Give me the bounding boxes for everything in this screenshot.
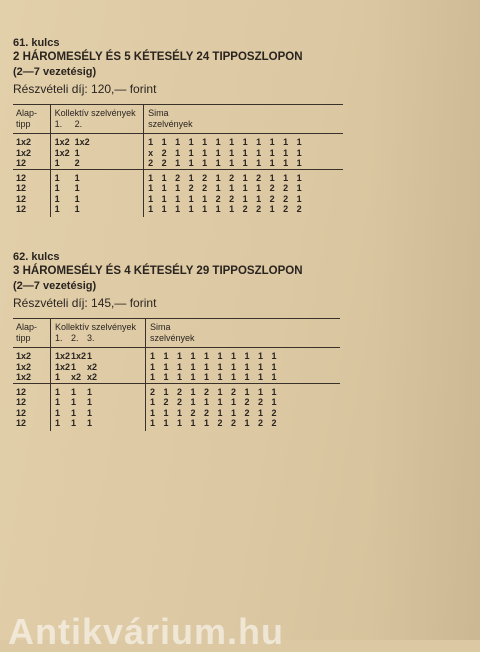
sima-value: 2 [229,172,235,183]
sima-value: 1 [283,147,289,158]
sima-value: 1 [202,137,208,147]
sima-value: 2 [161,158,167,168]
kollektiv-cell [51,372,146,383]
kollektiv-value: 1 [55,418,61,428]
alaptipp-cell: 1x2 [13,148,50,159]
kollektiv-value: 1 [87,397,93,407]
sima-value: 1 [150,407,156,418]
sima-value: 1 [256,183,262,193]
sima-value: 1 [163,372,169,382]
alaptipp-cell: 12 [13,169,50,183]
sima-value: 2 [283,183,289,193]
sima-value: 1 [296,147,302,158]
kollektiv-value: 1 [74,204,80,214]
sima-value: 1 [283,158,289,168]
sima-value: 1 [242,147,248,158]
kollektiv-value: x2 [87,372,98,382]
sima-value: 1 [150,351,156,361]
kollektiv-cell [50,169,144,183]
alaptipp-cell: 1x2 [13,372,51,383]
sima-value: 1 [215,204,221,214]
sima-cell [144,169,343,183]
kollektiv-value: 1x2 [54,137,70,147]
sima-value: 2 [217,418,223,428]
kollektiv-value: 1 [55,386,61,397]
col-header-alaptipp [13,105,50,134]
sima-value: 1 [188,158,194,168]
kollektiv-value: 1 [71,397,77,407]
sima-value: 1 [215,172,221,183]
sima-cell [146,372,341,383]
sima-value: 1 [175,193,181,204]
table-row [13,148,343,159]
kollektiv-cell [51,418,146,431]
sima-value: 1 [258,361,264,372]
kollektiv-value: 1x2 [74,137,90,147]
col-header-kollektiv [50,105,144,134]
sima-value: 1 [296,193,302,204]
sima-value: 1 [190,418,196,428]
sima-value: 1 [190,386,196,397]
tip-table [13,318,340,431]
sima-value: 1 [175,183,181,193]
sima-value: 1 [202,193,208,204]
sima-value: 1 [161,193,167,204]
kollektiv-value: 2 [74,158,80,168]
sima-value: 1 [177,351,183,361]
koll-col-num: 2. [71,332,79,343]
koll-col-num: 3. [87,332,95,343]
sima-value: 2 [161,147,167,158]
kollektiv-value: 1 [74,172,80,183]
sima-value: 2 [229,193,235,204]
kollektiv-value: 1 [87,386,93,397]
kollektiv-value: 1 [54,183,60,193]
sima-value: 1 [231,397,237,407]
kollektiv-value: x2 [71,372,82,382]
sima-value: 1 [215,147,221,158]
sima-value: 1 [269,158,275,168]
sima-value: 1 [177,418,183,428]
koll-col-num: 2. [74,118,83,129]
sima-value: 1 [177,372,183,382]
table-row [13,383,340,397]
sima-value: 2 [283,204,289,214]
sima-value: 1 [163,407,169,418]
section-number: 62. kulcs [13,251,60,263]
sima-value: 1 [296,158,302,168]
kollektiv-value: 1 [74,193,80,204]
sima-value: 1 [150,418,156,428]
participation-fee: Részvételi díj: 120,— forint [13,82,157,96]
header-line: szelvények [150,332,195,343]
table-row [13,362,340,373]
sima-value: 1 [163,386,169,397]
header-line: szelvények [148,118,193,129]
sima-value: 1 [256,137,262,147]
watermark-text: Antikvárium.hu [8,611,285,652]
sima-value: 2 [204,386,210,397]
sima-cell [146,383,341,397]
alaptipp-cell: 1x2 [13,134,50,148]
sima-value: 2 [258,397,264,407]
section-subtitle: (2—7 vezetésig) [13,66,97,78]
sima-value: 1 [190,397,196,407]
sima-value: 1 [161,183,167,193]
koll-col-numbers [55,119,144,130]
koll-col-num: 1. [55,332,63,343]
sima-value: 2 [256,172,262,183]
sima-value: 1 [231,407,237,418]
header-line: Alap- [16,322,38,332]
sima-value: 2 [190,407,196,418]
header-line: Alap- [16,108,38,118]
sima-value: 1 [242,158,248,168]
sima-value: 1 [242,137,248,147]
kollektiv-cell [50,148,144,159]
sima-value: 2 [258,418,264,428]
kollektiv-value: x2 [87,361,98,372]
sima-value: 1 [244,418,250,428]
sima-value: 1 [271,386,277,397]
tip-table [13,104,343,217]
kollektiv-value: 1 [87,407,93,418]
table-row [13,194,343,205]
sima-value: 1 [202,158,208,168]
sima-value: 1 [217,351,223,361]
sima-value: 1 [215,158,221,168]
header-line: Kollektív szelvények [55,322,137,332]
sima-value: 1 [175,137,181,147]
section-title: 2 HÁROMESÉLY ÉS 5 KÉTESÉLY 24 TIPPOSZLOPON [13,51,303,63]
sima-value: 1 [188,137,194,147]
koll-col-num: 1. [54,118,63,129]
sima-value: 1 [161,172,167,183]
sima-value: 1 [204,351,210,361]
sima-value: 1 [204,372,210,382]
sima-value: 1 [150,397,156,407]
sima-value: 1 [163,351,169,361]
kollektiv-value: 1 [54,204,60,214]
sima-value: 2 [244,407,250,418]
sima-value: 1 [258,407,264,418]
sima-value: 1 [229,204,235,214]
sima-cell [146,408,341,419]
sima-value: 2 [283,193,289,204]
sima-value: 1 [204,361,210,372]
kollektiv-value: 1x2 [54,147,70,158]
sima-cell [144,158,343,169]
sima-value: 1 [148,172,154,183]
kollektiv-value: 1 [71,407,77,418]
sima-value: 2 [148,158,154,168]
sima-value: 1 [244,386,250,397]
sima-value: 1 [258,372,264,382]
sima-value: 1 [204,397,210,407]
sima-value: 1 [256,193,262,204]
sima-value: 2 [271,418,277,428]
sima-value: 1 [175,158,181,168]
sima-value: 1 [271,361,277,372]
alaptipp-cell: 12 [13,204,50,217]
header-line: Kollektív szelvények [54,108,136,118]
kollektiv-value: 1 [54,172,60,183]
kollektiv-value: 1 [74,147,80,158]
key-section-61 [13,36,343,217]
kollektiv-value: 1 [54,158,60,168]
sima-value: 1 [256,147,262,158]
sima-value: 1 [269,204,275,214]
sima-value: 1 [188,193,194,204]
alaptipp-cell: 1x2 [13,362,51,373]
sima-value: 2 [256,204,262,214]
sima-value: 1 [161,204,167,214]
section-number: 61. kulcs [13,37,60,49]
sima-value: 1 [229,183,235,193]
sima-value: 1 [258,386,264,397]
sima-value: 2 [215,193,221,204]
kollektiv-value: 1x2 [55,361,71,372]
sima-value: 2 [271,407,277,418]
sima-value: 1 [269,137,275,147]
kollektiv-value: 1 [74,183,80,193]
table-body [13,134,343,217]
sima-value: x [148,147,154,158]
sima-value: 2 [296,204,302,214]
sima-value: 1 [244,351,250,361]
sima-value: 1 [175,204,181,214]
alaptipp-cell: 1x2 [13,348,51,362]
sima-value: 2 [231,386,237,397]
sima-value: 1 [283,137,289,147]
sima-value: 1 [244,372,250,382]
sima-value: 1 [148,137,154,147]
sima-cell [146,362,341,373]
sima-value: 1 [188,204,194,214]
section-title: 3 HÁROMESÉLY ÉS 4 KÉTESÉLY 29 TIPPOSZLOPON [13,265,303,277]
sima-value: 1 [217,372,223,382]
sima-value: 1 [217,386,223,397]
table-row [13,204,343,217]
alaptipp-cell: 12 [13,418,51,431]
kollektiv-value: 1 [71,361,77,372]
col-header-sima [144,105,343,134]
sima-cell [144,183,343,194]
alaptipp-cell: 12 [13,194,50,205]
sima-value: 1 [296,172,302,183]
sima-value: 2 [269,193,275,204]
alaptipp-cell: 12 [13,158,50,169]
sima-value: 2 [175,172,181,183]
sima-value: 1 [242,193,248,204]
kollektiv-value: 1x2 [71,351,87,361]
sima-value: 1 [256,158,262,168]
table-row [13,418,340,431]
sima-value: 1 [258,351,264,361]
alaptipp-cell: 12 [13,183,50,194]
table-row [13,372,340,383]
sima-value: 1 [150,372,156,382]
sima-value: 1 [296,183,302,193]
section-subtitle: (2—7 vezetésig) [13,280,97,292]
sima-value: 1 [217,407,223,418]
sima-value: 2 [163,397,169,407]
sima-value: 2 [150,386,156,397]
bleed-through-shadow [370,0,480,640]
sima-value: 2 [177,386,183,397]
table-row [13,134,343,148]
sima-value: 1 [202,204,208,214]
koll-col-numbers [55,333,145,344]
sima-value: 1 [150,361,156,372]
col-header-alaptipp [13,319,51,348]
sima-value: 1 [188,147,194,158]
table-row [13,169,343,183]
kollektiv-cell [51,408,146,419]
sima-value: 1 [231,372,237,382]
sima-value: 1 [231,351,237,361]
sima-value: 1 [177,361,183,372]
kollektiv-cell [50,183,144,194]
sima-value: 1 [229,137,235,147]
table-row [13,183,343,194]
sima-value: 2 [202,172,208,183]
sima-value: 1 [269,172,275,183]
sima-value: 1 [229,147,235,158]
sima-value: 1 [217,397,223,407]
kollektiv-cell [50,194,144,205]
sima-value: 1 [177,407,183,418]
sima-value: 1 [271,397,277,407]
sima-value: 2 [188,183,194,193]
sima-value: 1 [296,137,302,147]
kollektiv-cell [51,362,146,373]
sima-value: 1 [283,172,289,183]
kollektiv-value: 1 [54,193,60,204]
sima-value: 2 [177,397,183,407]
sima-value: 1 [215,183,221,193]
sima-cell [146,418,341,431]
sima-value: 1 [217,361,223,372]
sima-value: 1 [161,137,167,147]
alaptipp-cell: 12 [13,383,51,397]
kollektiv-value: 1 [55,407,61,418]
participation-fee: Részvételi díj: 145,— forint [13,296,157,310]
sima-cell [146,348,341,362]
sima-value: 1 [204,418,210,428]
kollektiv-cell [51,383,146,397]
header-line: Sima [148,108,169,118]
kollektiv-value: 1 [55,397,61,407]
kollektiv-value: 1 [55,372,61,382]
sima-cell [144,134,343,148]
key-section-62 [13,250,343,431]
kollektiv-cell [50,204,144,217]
sima-value: 1 [148,204,154,214]
col-header-kollektiv [51,319,146,348]
sima-value: 1 [242,172,248,183]
sima-value: 1 [190,361,196,372]
table-row [13,158,343,169]
sima-value: 2 [244,397,250,407]
table-row [13,408,340,419]
table-row [13,348,340,362]
sima-value: 1 [202,147,208,158]
table-body [13,348,340,431]
sima-value: 1 [271,351,277,361]
kollektiv-cell [51,397,146,408]
alaptipp-cell: 12 [13,408,51,419]
kollektiv-cell [51,348,146,362]
sima-value: 2 [269,183,275,193]
sima-cell [144,194,343,205]
sima-value: 1 [190,351,196,361]
sima-cell [144,148,343,159]
sima-value: 1 [148,183,154,193]
sima-value: 1 [229,158,235,168]
table-row [13,397,340,408]
sima-value: 1 [215,137,221,147]
header-line: tipp [16,118,31,129]
kollektiv-value: 1 [71,386,77,397]
sima-value: 1 [231,361,237,372]
sima-value: 1 [242,183,248,193]
sima-cell [144,204,343,217]
sima-value: 1 [269,147,275,158]
header-line: tipp [16,332,31,343]
col-header-sima [146,319,341,348]
kollektiv-cell [50,158,144,169]
kollektiv-cell [50,134,144,148]
sima-value: 2 [202,183,208,193]
sima-value: 2 [204,407,210,418]
sima-value: 1 [271,372,277,382]
sima-value: 1 [244,361,250,372]
kollektiv-value: 1 [71,418,77,428]
alaptipp-cell: 12 [13,397,51,408]
sima-value: 1 [148,193,154,204]
sima-value: 1 [190,372,196,382]
sima-cell [146,397,341,408]
sima-value: 1 [163,418,169,428]
sima-value: 2 [242,204,248,214]
sima-value: 1 [163,361,169,372]
kollektiv-value: 1 [87,418,93,428]
sima-value: 2 [231,418,237,428]
sima-value: 1 [188,172,194,183]
kollektiv-value: 1 [87,351,93,361]
header-line: Sima [150,322,171,332]
sima-value: 1 [175,147,181,158]
kollektiv-value: 1x2 [55,351,71,361]
